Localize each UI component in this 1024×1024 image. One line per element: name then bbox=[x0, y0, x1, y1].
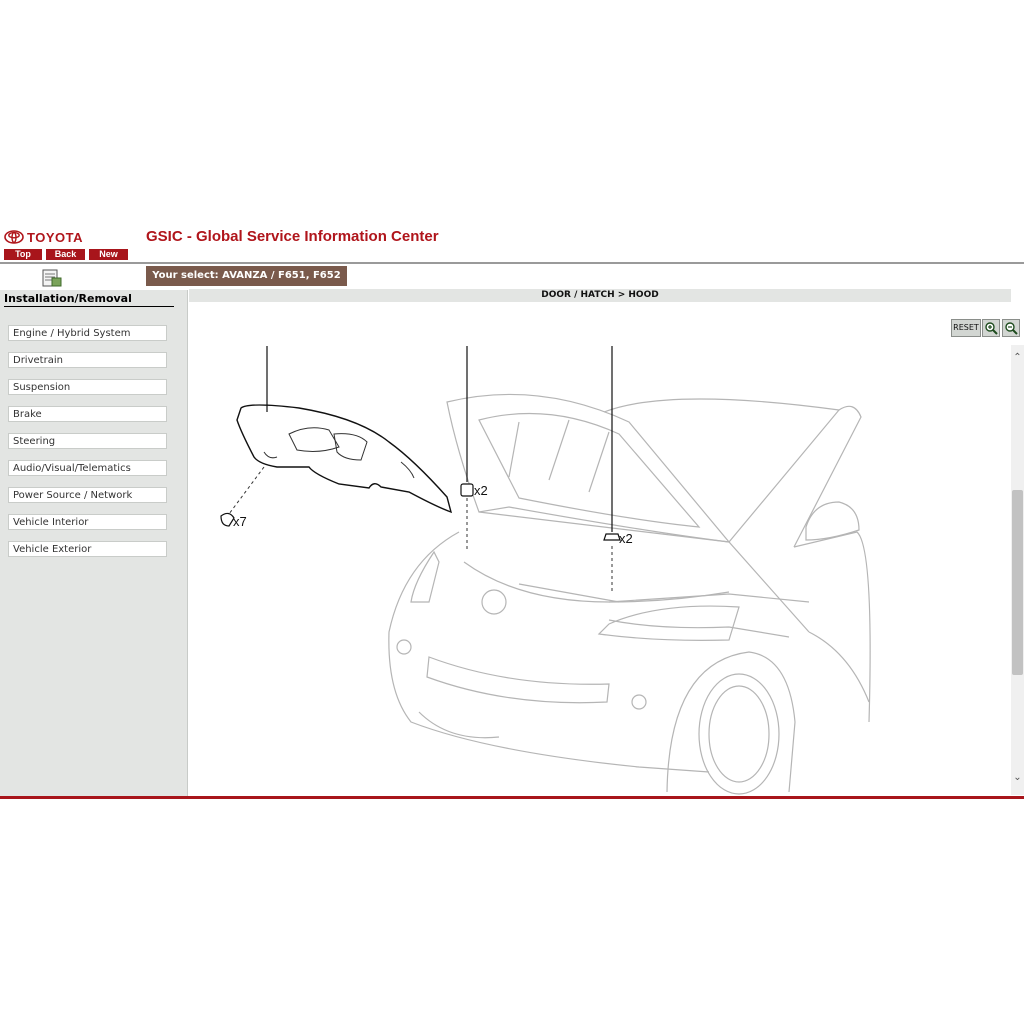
scrollbar-thumb[interactable] bbox=[1012, 490, 1023, 675]
document-icon[interactable] bbox=[40, 268, 64, 288]
sidebar-item-audio-visual-telematics[interactable]: Audio/Visual/Telematics bbox=[8, 460, 167, 476]
grommet-icon bbox=[461, 484, 473, 496]
breadcrumb: DOOR / HATCH > HOOD bbox=[189, 289, 1011, 302]
scroll-up-icon[interactable]: ⌃ bbox=[1013, 352, 1022, 363]
toyota-emblem-icon bbox=[4, 230, 24, 244]
clip-count-label: x7 bbox=[233, 514, 247, 529]
header-divider bbox=[0, 262, 1024, 264]
sidebar-item-drivetrain[interactable]: Drivetrain bbox=[8, 352, 167, 368]
vehicle-selection: Your select: AVANZA / F651, F652 bbox=[146, 266, 347, 286]
vehicle-outline bbox=[389, 394, 870, 794]
cushion-icon bbox=[604, 534, 620, 540]
sidebar-item-engine-hybrid-system[interactable]: Engine / Hybrid System bbox=[8, 325, 167, 341]
sidebar-item-suspension[interactable]: Suspension bbox=[8, 379, 167, 395]
sidebar-title-underline bbox=[4, 306, 174, 307]
logo-text: TOYOTA bbox=[27, 229, 83, 245]
back-button[interactable]: Back bbox=[46, 249, 85, 260]
footer-divider bbox=[0, 796, 1024, 799]
sidebar-item-brake[interactable]: Brake bbox=[8, 406, 167, 422]
reset-button[interactable]: RESET bbox=[951, 319, 981, 337]
sidebar-title: Installation/Removal bbox=[4, 292, 132, 305]
scroll-down-icon[interactable]: ⌄ bbox=[1013, 772, 1022, 783]
top-button[interactable]: Top bbox=[4, 249, 42, 260]
sidebar-item-vehicle-exterior[interactable]: Vehicle Exterior bbox=[8, 541, 167, 557]
hood-diagram bbox=[189, 302, 1011, 796]
hood-insulator bbox=[237, 405, 451, 512]
sidebar-item-vehicle-interior[interactable]: Vehicle Interior bbox=[8, 514, 167, 530]
sidebar-item-steering[interactable]: Steering bbox=[8, 433, 167, 449]
app-title: GSIC - Global Service Information Center bbox=[146, 228, 439, 245]
cushion-count-label: x2 bbox=[619, 531, 633, 546]
grommet-count-label: x2 bbox=[474, 483, 488, 498]
toyota-logo bbox=[4, 227, 84, 247]
new-button[interactable]: New bbox=[89, 249, 128, 260]
sidebar-item-power-source-network[interactable]: Power Source / Network bbox=[8, 487, 167, 503]
